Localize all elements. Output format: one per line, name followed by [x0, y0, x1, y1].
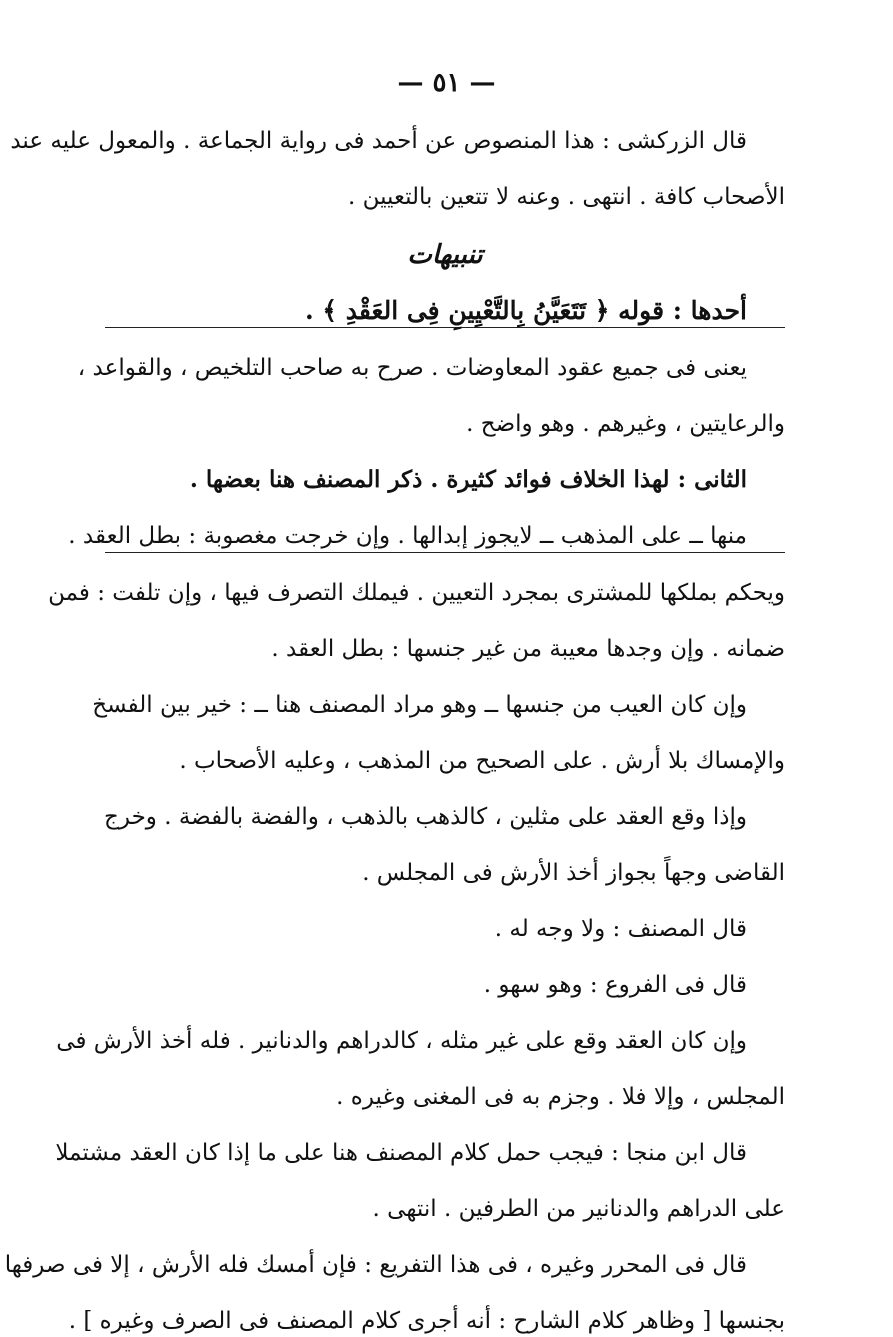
text-line: قال فى المحرر وغيره ، فى هذا التفريع : فإن أمسك فله الأرش ، إلا فى صرفها — [4, 1252, 747, 1278]
text-line: قال فى الفروع : وهو سهو . — [483, 972, 747, 998]
text-line: منها ــ على المذهب ــ لايجوز إبدالها . وإن خرجت مغصوبة : بطل العقد . — [68, 523, 747, 549]
text-line: المجلس ، وإلا فلا . وجزم به فى المغنى وغيره . — [336, 1084, 785, 1110]
page-number: — ٥١ — — [397, 68, 496, 98]
text-line: يعنى فى جميع عقود المعاوضات . صرح به صاحب التلخيص ، والقواعد ، — [77, 355, 747, 381]
text-line: وإذا وقع العقد على مثلين ، كالذهب بالذهب ، والفضة بالفضة . وخرج — [104, 804, 747, 830]
divider-rule — [105, 552, 785, 553]
text-line: والرعايتين ، وغيرهم . وهو واضح . — [466, 411, 785, 437]
text-line: الأصحاب كافة . انتهى . وعنه لا تتعين بالتعيين . — [347, 184, 785, 210]
text-line: القاضى وجهاً بجواز أخذ الأرش فى المجلس . — [362, 860, 785, 886]
text-line: وإن كان العيب من جنسها ــ وهو مراد المصنف هنا ــ : خير بين الفسخ — [92, 692, 747, 718]
text-line: قال ابن منجا : فيجب حمل كلام المصنف هنا على ما إذا كان العقد مشتملا — [55, 1140, 747, 1166]
text-line: بجنسها [ وظاهر كلام الشارح : أنه أجرى كلام المصنف فى الصرف وغيره ] . — [68, 1308, 785, 1334]
text-line: وإن كان العقد وقع على غير مثله ، كالدراهم والدنانير . فله أخذ الأرش فى — [56, 1028, 747, 1054]
text-line: ويحكم بملكها للمشترى بمجرد التعيين . فيملك التصرف فيها ، وإن تلفت : فمن — [48, 580, 785, 606]
divider-rule — [105, 327, 785, 328]
page-body — [4, 128, 785, 1337]
text-line: قال الزركشى : هذا المنصوص عن أحمد فى رواية الجماعة . والمعول عليه عند — [10, 128, 747, 154]
text-line: قال المصنف : ولا وجه له . — [494, 916, 747, 942]
subheading-line: أحدها : قوله ﴿ تَتَعَيَّنُ بِالتَّعْيِينِ فِى العَقْدِ ﴾ . — [304, 296, 747, 325]
text-line: ضمانه . وإن وجدها معيبة من غير جنسها : بطل العقد . — [271, 636, 785, 662]
text-line: على الدراهم والدنانير من الطرفين . انتهى . — [372, 1196, 785, 1222]
section-heading: تنبيهات — [407, 240, 483, 270]
text-line: الثانى : لهذا الخلاف فوائد كثيرة . ذكر المصنف هنا بعضها . — [189, 466, 747, 493]
text-line: والإمساك بلا أرش . على الصحيح من المذهب ، وعليه الأصحاب . — [179, 748, 785, 774]
